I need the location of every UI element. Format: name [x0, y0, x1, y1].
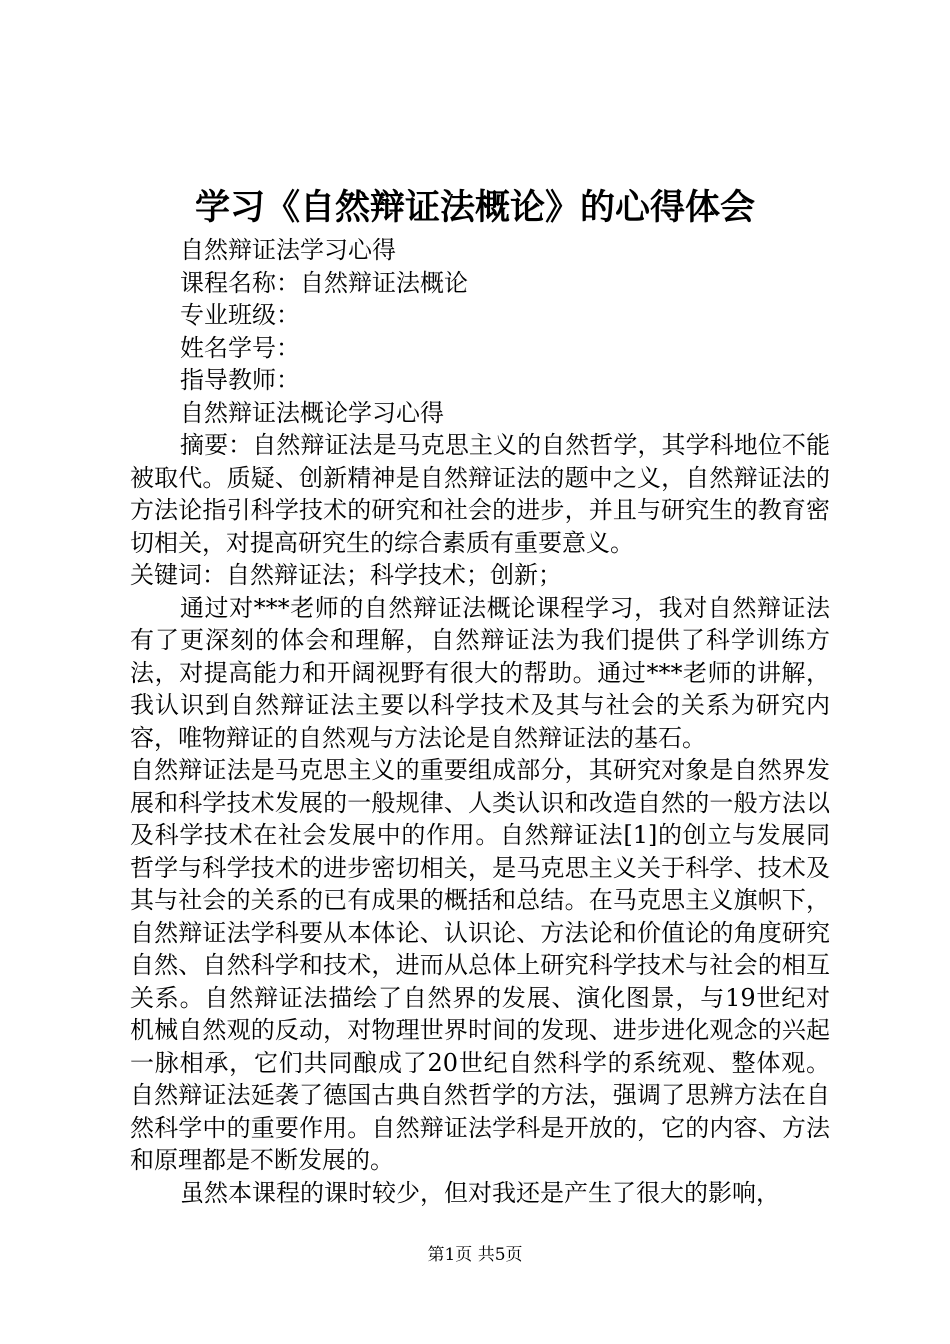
page-number-footer: 第1页 共5页 — [427, 1245, 523, 1265]
header-line-subtitle: 自然辩证法概论学习心得 — [180, 398, 444, 427]
body-paragraph-1: 通过对***老师的自然辩证法概论课程学习，我对自然辩证法有了更深刻的体会和理解，自然辩证法为我们提供了科学训练方法，对提高能力和开阔视野有很大的帮助。通过***老师的讲解，我认识到自然辩证法主要以科学技术及其与社会的关系为研究内容，唯物辩证的自然观与方法论是自然辩证法的基石。 — [130, 593, 830, 752]
header-line-course-name: 课程名称：自然辩证法概论 — [180, 268, 468, 297]
header-line-study-notes: 自然辩证法学习心得 — [180, 236, 396, 264]
document-title: 学习《自然辩证法概论》的心得体会 — [194, 187, 755, 228]
document-body — [130, 234, 830, 1209]
header-line-class: 专业班级： — [180, 301, 300, 329]
abstract-paragraph: 摘要：自然辩证法是马克思主义的自然哲学，其学科地位不能被取代。质疑、创新精神是自然辩证法的题中之义，自然辩证法的方法论指引科学技术的研究和社会的进步，并且与研究生的教育密切相关，对提高研究生的综合素质有重要意义。 — [130, 431, 830, 557]
header-line-student-id: 姓名学号： — [180, 333, 300, 362]
body-paragraph-3: 虽然本课程的课时较少，但对我还是产生了很大的影响， — [180, 1178, 780, 1207]
header-line-instructor: 指导教师： — [180, 366, 300, 394]
keywords-line: 关键词：自然辩证法；科学技术；创新； — [130, 561, 562, 589]
body-paragraph-2: 自然辩证法是马克思主义的重要组成部分，其研究对象是自然界发展和科学技术发展的一般规律、人类认识和改造自然的一般方法以及科学技术在社会发展中的作用。自然辩证法[1]的创立与发展同哲学与科学技术的进步密切相关，是马克思主义关于科学、技术及其与社会的关系的已有成果的概括和总结。在马克思主义旗帜下，自然辩证法学科要从本体论、认识论、方法论和价值论的角度研究自然、自然科学和技术，进而从总体上研究科学技术与社会的相互关系。自然辩证法描绘了自然界的发展、演化图景，与19世纪对机械自然观的反动，对物理世界时间的发现、进步进化观念的兴起一脉相承，它们共同酿成了20世纪自然科学的系统观、整体观。自然辩证法延袭了德国古典自然哲学的方法，强调了思辨方法在自然科学中的重要作用。自然辩证法学科是开放的，它的内容、方法和原理都是不断发展的。 — [130, 756, 830, 1174]
